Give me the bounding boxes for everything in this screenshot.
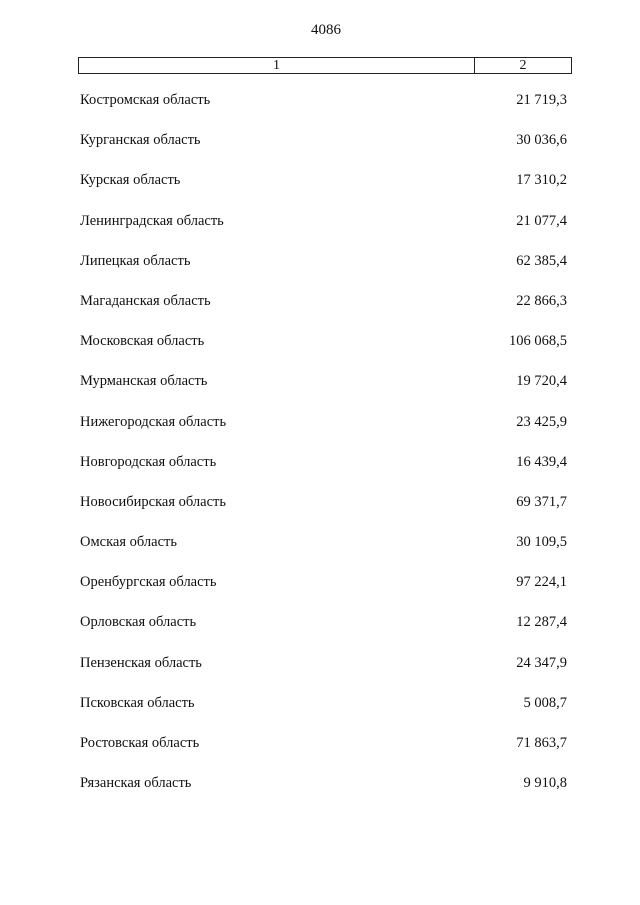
region-name: Рязанская область bbox=[80, 775, 192, 792]
table-row bbox=[0, 172, 640, 212]
region-value: 69 371,7 bbox=[516, 493, 567, 510]
region-name: Липецкая область bbox=[80, 252, 191, 269]
region-value: 9 910,8 bbox=[523, 775, 567, 792]
table-row bbox=[0, 253, 640, 293]
table-row bbox=[0, 695, 640, 735]
region-name: Ленинградская область bbox=[80, 212, 224, 229]
table-row bbox=[0, 655, 640, 695]
region-name: Костромская область bbox=[80, 92, 211, 108]
region-value: 19 720,4 bbox=[516, 373, 567, 390]
region-value: 24 347,9 bbox=[516, 654, 567, 671]
table-row bbox=[0, 132, 640, 172]
region-value: 30 036,6 bbox=[516, 132, 567, 149]
region-value: 21 077,4 bbox=[516, 212, 567, 229]
region-value: 12 287,4 bbox=[516, 614, 567, 631]
region-name: Курская область bbox=[80, 172, 181, 189]
table-row bbox=[0, 735, 640, 775]
region-value: 22 866,3 bbox=[516, 292, 567, 309]
table-row bbox=[0, 293, 640, 333]
table-row bbox=[0, 213, 640, 253]
table-row bbox=[0, 333, 640, 373]
region-name: Орловская область bbox=[80, 614, 197, 631]
table-body bbox=[0, 92, 640, 815]
table-row bbox=[0, 614, 640, 654]
table-row bbox=[0, 494, 640, 534]
region-name: Пензенская область bbox=[80, 654, 202, 671]
region-value: 97 224,1 bbox=[516, 574, 567, 591]
region-name: Псковская область bbox=[80, 694, 195, 711]
region-name: Нижегородская область bbox=[80, 413, 227, 430]
region-name: Магаданская область bbox=[80, 292, 211, 309]
region-name: Московская область bbox=[80, 333, 205, 350]
region-name: Новосибирская область bbox=[80, 493, 226, 510]
region-name: Мурманская область bbox=[80, 373, 208, 390]
region-name: Новгородская область bbox=[80, 453, 217, 470]
table-header-col-1: 1 bbox=[79, 58, 475, 73]
table-row bbox=[0, 92, 640, 132]
region-value: 62 385,4 bbox=[516, 252, 567, 269]
region-name: Омская область bbox=[80, 534, 177, 551]
page-number: 4086 bbox=[311, 22, 341, 38]
region-value: 23 425,9 bbox=[516, 413, 567, 430]
table-row bbox=[0, 414, 640, 454]
region-value: 30 109,5 bbox=[516, 534, 567, 551]
table-row bbox=[0, 574, 640, 614]
region-name: Курганская область bbox=[80, 132, 201, 149]
table-row bbox=[0, 454, 640, 494]
table-header-col-2: 2 bbox=[519, 58, 527, 73]
table-row bbox=[0, 373, 640, 413]
region-name: Оренбургская область bbox=[80, 574, 217, 591]
region-value: 17 310,2 bbox=[516, 172, 567, 189]
region-value: 16 439,4 bbox=[516, 453, 567, 470]
table-row bbox=[0, 534, 640, 574]
region-value: 106 068,5 bbox=[509, 333, 567, 350]
table-header bbox=[78, 57, 572, 74]
region-value: 21 719,3 bbox=[516, 92, 567, 108]
region-value: 5 008,7 bbox=[523, 694, 567, 711]
region-name: Ростовская область bbox=[80, 735, 200, 751]
region-value: 71 863,7 bbox=[516, 735, 567, 751]
table-row bbox=[0, 775, 640, 815]
